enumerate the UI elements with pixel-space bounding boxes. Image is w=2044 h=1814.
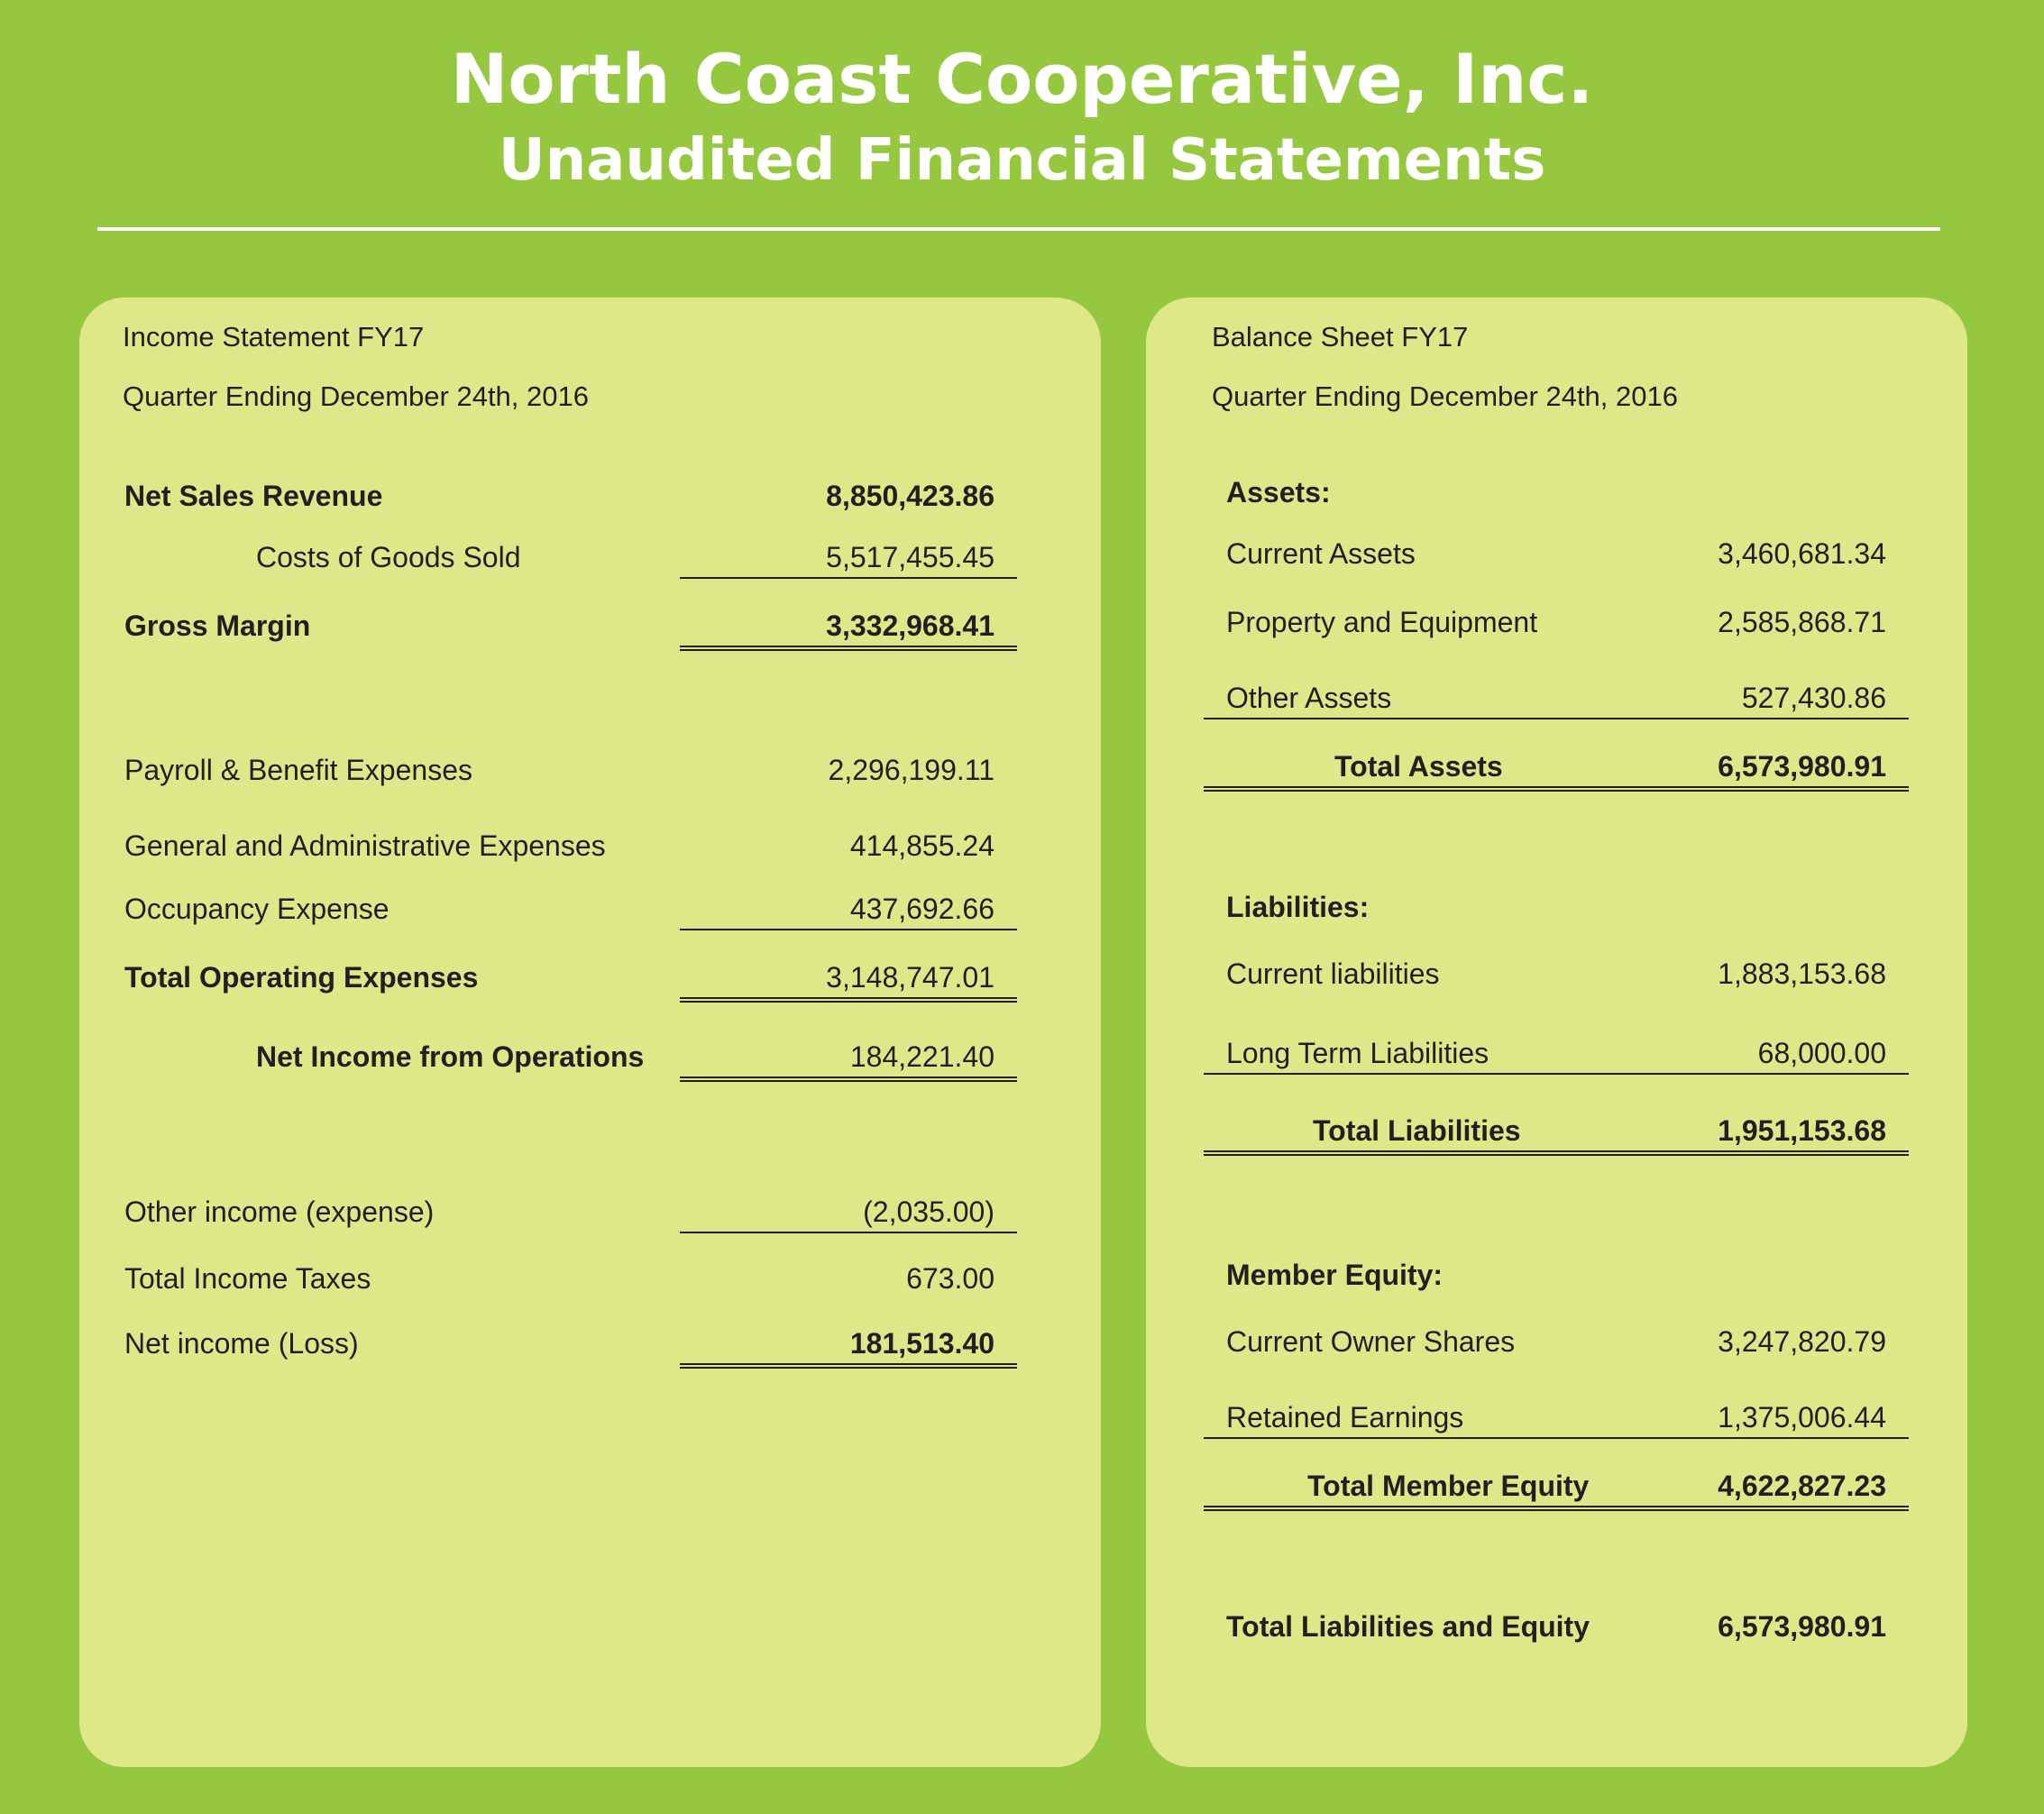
total-assets-label: Total Assets [1334,750,1503,783]
occupancy-label: Occupancy Expense [124,893,390,925]
total-liabilities-equity-value: 6,573,980.91 [1718,1610,1886,1643]
current-assets-label: Current Assets [1226,537,1416,570]
net-sales-revenue-label: Net Sales Revenue [124,480,383,512]
income-statement-title: Income Statement FY17 [123,321,425,353]
long-term-liabilities-underline [1204,1073,1909,1075]
income-statement-period: Quarter Ending December 24th, 2016 [123,380,589,412]
report-subtitle: Unaudited Financial Statements [498,127,1546,194]
cogs-underline [680,577,1017,579]
income-taxes-value: 673.00 [906,1262,995,1295]
net-income-operations-double-underline [680,1076,1017,1082]
gross-margin-value: 3,332,968.41 [826,609,995,642]
net-income-loss-label: Net income (Loss) [124,1327,359,1360]
other-assets-underline [1204,718,1909,719]
company-title: North Coast Cooperative, Inc. [450,39,1594,119]
net-income-loss-value: 181,513.40 [849,1327,995,1360]
net-sales-revenue-value: 8,850,423.86 [826,480,995,512]
current-owner-shares-label: Current Owner Shares [1226,1325,1516,1358]
payroll-label: Payroll & Benefit Expenses [124,754,472,786]
total-member-equity-value: 4,622,827.23 [1718,1470,1886,1502]
balance-sheet-panel [1146,298,1967,1767]
g-and-a-label: General and Administrative Expenses [124,829,606,862]
total-liabilities-double-underline [1204,1150,1909,1156]
other-income-value: (2,035.00) [863,1196,995,1228]
current-owner-shares-value: 3,247,820.79 [1718,1325,1886,1358]
property-equipment-value: 2,585,868.71 [1718,606,1886,638]
payroll-value: 2,296,199.11 [828,754,995,786]
retained-earnings-underline [1204,1437,1909,1439]
income-statement-panel [79,298,1101,1767]
current-liabilities-label: Current liabilities [1226,957,1440,990]
total-liabilities-label: Total Liabilities [1313,1114,1521,1147]
total-liabilities-value: 1,951,153.68 [1718,1114,1886,1147]
gross-margin-label: Gross Margin [124,609,311,642]
other-income-label: Other income (expense) [124,1196,435,1228]
long-term-liabilities-value: 68,000.00 [1757,1037,1886,1069]
current-liabilities-value: 1,883,153.68 [1718,957,1886,990]
total-member-equity-label: Total Member Equity [1307,1470,1590,1502]
gross-margin-double-underline [680,646,1017,651]
net-income-operations-label: Net Income from Operations [256,1040,645,1073]
g-and-a-value: 414,855.24 [849,829,995,862]
cogs-label: Costs of Goods Sold [256,541,521,573]
total-assets-value: 6,573,980.91 [1718,750,1886,783]
other-income-underline [680,1232,1017,1233]
retained-earnings-value: 1,375,006.44 [1718,1401,1886,1434]
property-equipment-label: Property and Equipment [1226,606,1538,638]
assets-heading: Assets: [1226,476,1331,508]
occupancy-underline [680,929,1017,930]
net-income-operations-value: 184,221.40 [849,1040,995,1073]
net-income-loss-double-underline [680,1363,1017,1369]
member-equity-heading: Member Equity: [1226,1259,1444,1291]
long-term-liabilities-label: Long Term Liabilities [1226,1037,1489,1069]
total-operating-expenses-value: 3,148,747.01 [826,961,995,994]
occupancy-value: 437,692.66 [849,893,995,925]
liabilities-heading: Liabilities: [1226,891,1370,923]
total-assets-double-underline [1204,786,1909,792]
income-taxes-label: Total Income Taxes [124,1262,371,1295]
balance-sheet-period: Quarter Ending December 24th, 2016 [1212,380,1678,412]
total-operating-expenses-label: Total Operating Expenses [124,961,479,994]
header-divider [97,227,1940,231]
cogs-value: 5,517,455.45 [826,541,995,573]
current-assets-value: 3,460,681.34 [1718,537,1886,570]
total-liabilities-equity-label: Total Liabilities and Equity [1226,1610,1590,1643]
total-operating-expenses-double-underline [680,997,1017,1003]
balance-sheet-title: Balance Sheet FY17 [1212,321,1469,353]
other-assets-value: 527,430.86 [1741,682,1886,714]
other-assets-label: Other Assets [1226,682,1392,714]
total-member-equity-double-underline [1204,1506,1909,1511]
retained-earnings-label: Retained Earnings [1226,1401,1464,1434]
